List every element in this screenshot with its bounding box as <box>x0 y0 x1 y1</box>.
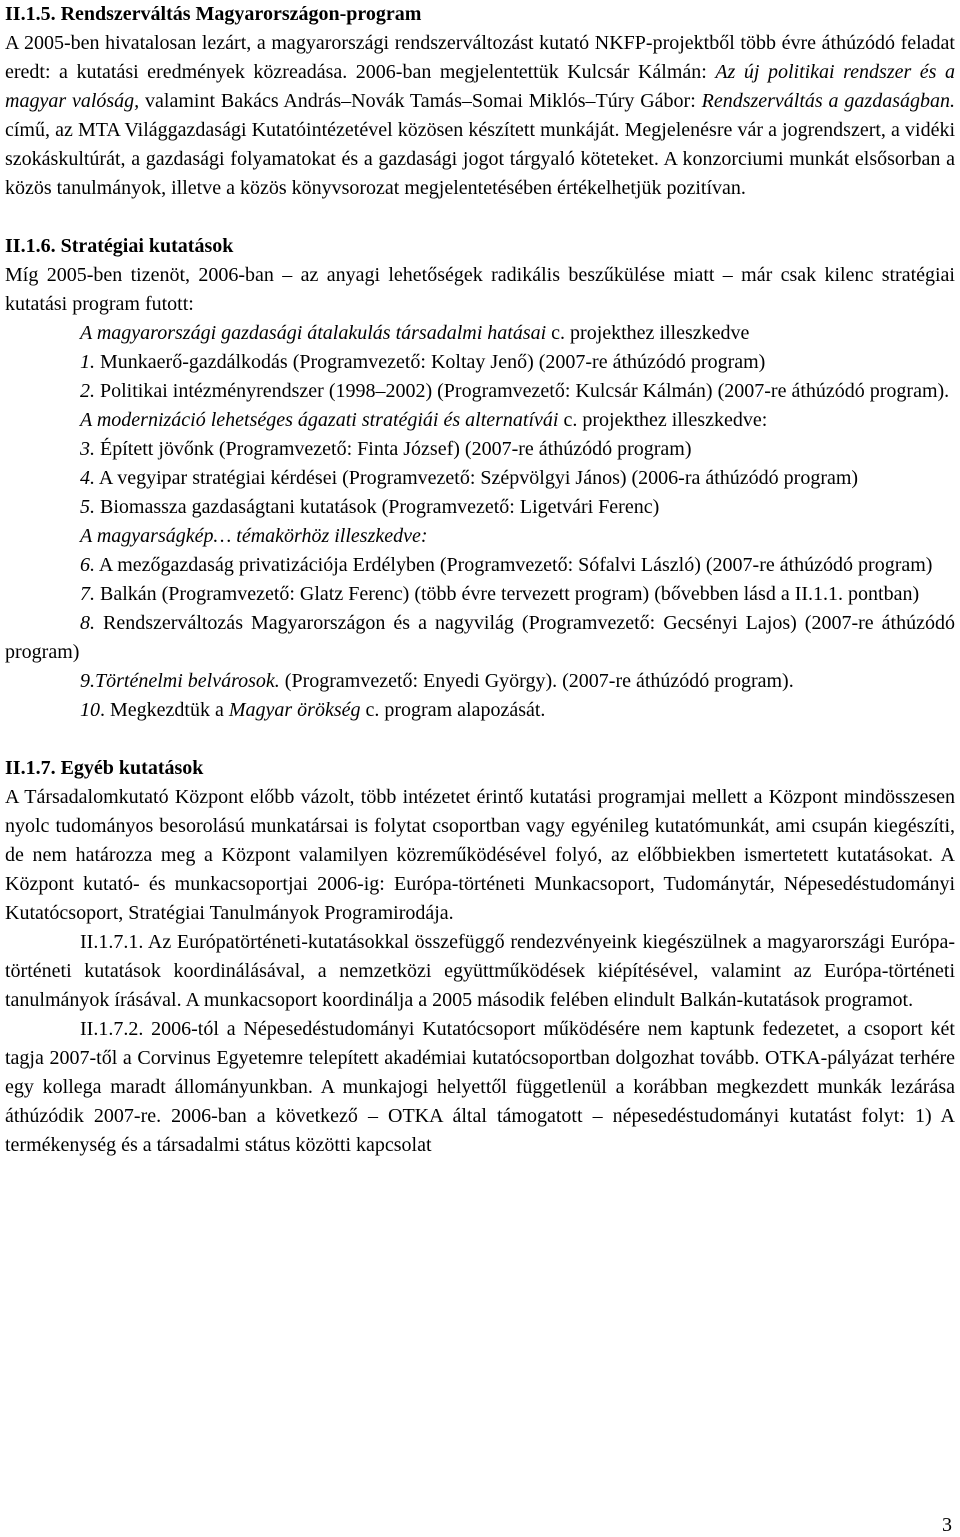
item-text: Biomassza gazdaságtani kutatások (Programvezető: Ligetvári Ferenc) <box>95 496 660 518</box>
book-title: Rendszerváltás a gazdaságban. <box>701 90 955 112</box>
item-text: Balkán (Programvezető: Glatz Ferenc) (több évre tervezett program) (bővebben lásd a II.1.1. pontban) <box>95 583 920 605</box>
item-number: 4. <box>80 467 95 489</box>
text-run: A 2005-ben hivatalosan lezárt, a magyarországi rendszerváltozást kutató NKFP-projektből több évre áthúzódó feladat eredt: a kutatási eredmények közreadása. 2006-ban megjelentettük Kulcsár Kálmán: <box>5 32 955 83</box>
item-text: Munkaerő-gazdálkodás (Programvezető: Koltay Jenő) (2007-re áthúzódó program) <box>95 351 766 373</box>
item-text: (Programvezető: Enyedi György). (2007-re áthúzódó program). <box>279 670 794 692</box>
item-number: 3. <box>80 438 95 460</box>
item-text: Rendszerváltozás Magyarországon és a nagyvilág (Programvezető: Gecsényi Lajos) (2007-re áthúzódó program) <box>5 612 955 663</box>
group-heading-1 <box>5 319 955 348</box>
item-title: Magyar örökség <box>228 699 361 721</box>
list-item-9 <box>5 667 955 696</box>
item-number: 5. <box>80 496 95 518</box>
list-item-5 <box>5 493 955 522</box>
item-text: c. program alapozását. <box>360 699 546 721</box>
item-number: 6. <box>80 554 95 576</box>
paragraph-1-5 <box>5 29 955 203</box>
paragraph-1-7-2: II.1.7.2. 2006-tól a Népesedéstudományi Kutatócsoport működésére nem kaptunk fedezetet, a csoport két tagja 2007-től a Corvinus Egyetemre telepített akadémiai kutatócsoportban dolgozhat tovább. OTKA-pályázat terhére egy kollega maradt állományunkban. A munkajogi helyettől függetlenül a korábban megkezdett munkák lezárása áthúzódik 2007-re. 2006-ban a következő – OTKA által támogatott – népesedéstudományi kutatást folyt: 1) A termékenység és a társadalmi státus közötti kapcsolat <box>5 1018 955 1156</box>
item-text: Politikai intézményrendszer (1998–2002) (Programvezető: Kulcsár Kálmán) (2007-re áthúzódó program). <box>95 380 950 402</box>
item-number: 8. <box>80 612 95 634</box>
text-run: c. projekthez illeszkedve: <box>558 409 768 431</box>
list-item-2 <box>5 377 955 406</box>
list-item-10 <box>5 696 955 725</box>
item-number: 1. <box>80 351 95 373</box>
document-page <box>5 0 955 1160</box>
list-item-6 <box>5 551 955 580</box>
list-item-4 <box>5 464 955 493</box>
item-number: 2. <box>80 380 95 402</box>
item-text: Épített jövőnk (Programvezető: Finta József) (2007-re áthúzódó program) <box>95 438 692 460</box>
list-item-1 <box>5 348 955 377</box>
group-title: A magyarságkép… témakörhöz illeszkedve: <box>80 525 428 547</box>
paragraph-1-6-intro: Míg 2005-ben tizenöt, 2006-ban – az anyagi lehetőségek radikális beszűkülése miatt – már csak kilenc stratégiai kutatási program futott: <box>5 264 955 315</box>
item-title: Történelmi belvárosok. <box>95 670 280 692</box>
group-title: A modernizáció lehetséges ágazati stratégiái és alternatívái <box>80 409 559 431</box>
text-run: valamint Bakács András–Novák Tamás–Somai Miklós–Túry Gábor: <box>139 90 702 112</box>
group-heading-3 <box>5 522 955 551</box>
page-number: 3 <box>942 1514 952 1536</box>
item-text: . Megkezdtük a <box>100 699 229 721</box>
list-item-3 <box>5 435 955 464</box>
text-run: c. projekthez illeszkedve <box>546 322 750 344</box>
paragraph-1-7: A Társadalomkutató Központ előbb vázolt, több intézetet érintő kutatási programjai mellett a Központ mindösszesen nyolc tudományos besorolású munkatársai is folytat csoportban vagy egyénileg kutatómunkát, ami csupán kiegészíti, de nem határozza meg a Központ valamilyen közreműködésével folyó, az előbbiekben ismertetett kutatásokat. A Központ kutató- és munkacsoportjai 2006-ig: Európa-történeti Munkacsoport, Tudománytár, Népesedéstudományi Kutatócsoport, Stratégiai Tanulmányok Programirodája. <box>5 786 955 924</box>
item-text: A vegyipar stratégiai kérdései (Programvezető: Szépvölgyi János) (2006-ra áthúzódó program) <box>95 467 859 489</box>
book-title: Az új politikai rendszer és a magyar valóság, <box>5 61 955 112</box>
section-title-1-6: II.1.6. Stratégiai kutatások <box>5 235 234 257</box>
group-heading-2 <box>5 406 955 435</box>
section-title-1-5: II.1.5. Rendszerváltás Magyarországon-program <box>5 3 422 25</box>
group-title: A magyarországi gazdasági átalakulás társadalmi hatásai <box>80 322 547 344</box>
section-title-1-7: II.1.7. Egyéb kutatások <box>5 757 204 779</box>
item-number: 10 <box>80 699 100 721</box>
item-number: 7. <box>80 583 95 605</box>
item-text: A mezőgazdaság privatizációja Erdélyben (Programvezető: Sófalvi László) (2007-re áthúzódó program) <box>95 554 933 576</box>
text-run: című, az MTA Világgazdasági Kutatóintézetével közösen készített munkáját. Megjelenésre vár a jogrendszert, a vidéki szokáskultúrát, a gazdasági folyamatokat és a gazdasági jogot tárgyaló köteteket. A konzorciumi munkát elsősorban a közös tanulmányok, illetve a közös könyvsorozat megjelentetésében értékelhetjük pozitívan. <box>5 119 955 199</box>
paragraph-1-7-1: II.1.7.1. Az Európatörténeti-kutatásokkal összefüggő rendezvényeink kiegészülnek a magyarországi Európa-történeti kutatások koordinálásával, a nemzetközi együttműködések kiépítésével, valamint az Európa-történeti tanulmányok írásával. A munkacsoport koordinálja a 2005 második felében elindult Balkán-kutatások programot. <box>5 931 955 1011</box>
list-item-8 <box>5 609 955 667</box>
list-item-7 <box>5 580 955 609</box>
item-number: 9. <box>80 670 95 692</box>
